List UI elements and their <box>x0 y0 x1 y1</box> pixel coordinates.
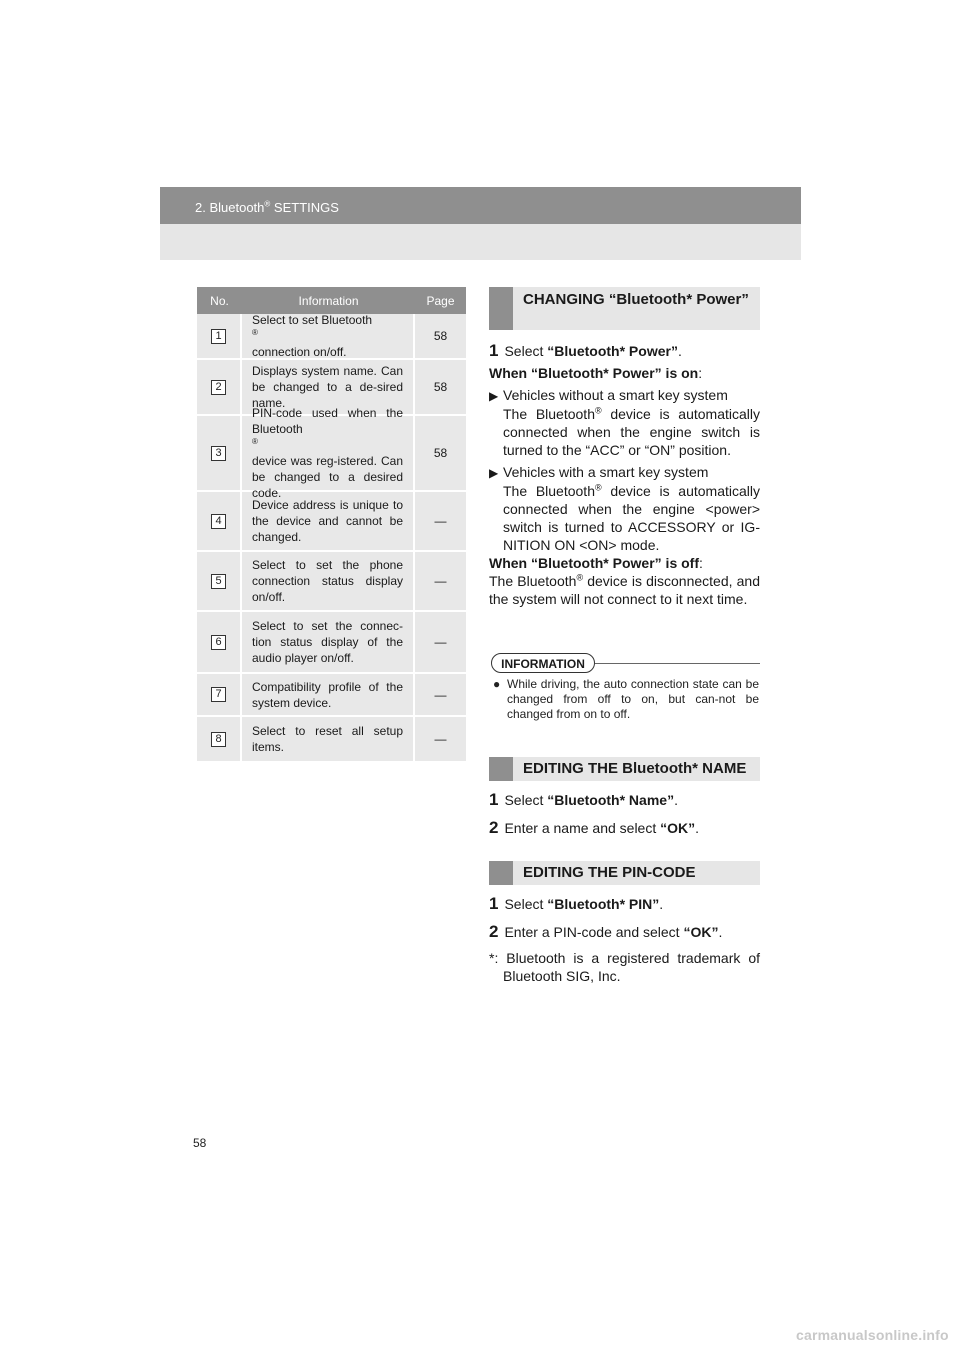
information-rule <box>595 663 760 664</box>
when-off-label: When “Bluetooth* Power” is off: <box>489 555 703 571</box>
power-step-1: 1 Select “Bluetooth* Power”. <box>489 341 682 360</box>
header-page: Page <box>426 293 455 308</box>
row-number: 6 <box>211 635 226 650</box>
when-off-text: The Bluetooth® device is disconnected, and the system will not connect to it next time. <box>489 572 761 607</box>
row-info: Select to set the connec-tion status display of the audio player on/off. <box>242 612 415 672</box>
row-page: 58 <box>433 380 448 394</box>
pin-section-body <box>489 895 760 985</box>
row-info: Select to reset all setup items. <box>242 717 415 761</box>
row-info: Displays system name. Can be changed to a de-sired name. <box>242 360 415 414</box>
info-table <box>197 287 466 761</box>
row-info: Compatibility profile of the system device. <box>242 674 415 715</box>
table-row <box>197 406 466 500</box>
table-row <box>197 552 466 612</box>
row-info: Device address is unique to the device and cannot be changed. <box>242 492 415 550</box>
watermark: carmanualsonline.info <box>796 1327 949 1343</box>
pin-step-1: 1 Select “Bluetooth* PIN”. <box>489 894 664 913</box>
table-row <box>197 717 466 761</box>
header-no: No. <box>210 293 229 308</box>
table-row <box>197 492 466 552</box>
row-info: Select to set Bluetooth ® connection on/off. <box>242 314 415 358</box>
when-on-label: When “Bluetooth* Power” is on: <box>489 365 703 381</box>
section-header-bar <box>160 187 801 224</box>
page-number: 58 <box>193 1136 207 1150</box>
row-page: — <box>434 574 447 588</box>
table-row <box>197 314 466 360</box>
pin-section-heading: EDITING THE PIN-CODE <box>489 861 760 885</box>
pin-step-2: 2 Enter a PIN-code and select “OK”. <box>489 922 723 941</box>
row-number: 2 <box>211 380 226 395</box>
row-page: — <box>434 687 447 702</box>
bullet-without-smart-key: ▶ Vehicles without a smart key system The Bluetooth® device is automatically connected when the engine switch is turned to the “ACC” or “ON” position. <box>489 387 761 458</box>
footnote: *: Bluetooth is a registered trademark of Bluetooth SIG, Inc. <box>489 950 760 984</box>
row-info: Select to set the phone connection status display on/off. <box>242 552 415 610</box>
row-number: 7 <box>211 687 226 702</box>
power-section-body <box>489 342 760 608</box>
row-number: 5 <box>211 574 226 589</box>
name-step-1: 1 Select “Bluetooth* Name”. <box>489 790 678 809</box>
row-page: 58 <box>433 446 448 460</box>
row-info: PIN-code used when the Bluetooth ® device was reg-istered. Can be changed to a desired code. <box>242 416 415 490</box>
information-text: ● While driving, the auto connection state can be changed from off to on, but can-not be changed from on to off. <box>493 677 759 721</box>
triangle-bullet-icon: ▶ <box>489 389 499 403</box>
row-page: — <box>434 514 447 528</box>
row-page: — <box>434 732 447 746</box>
triangle-bullet-icon: ▶ <box>489 466 499 480</box>
row-page: 58 <box>433 329 448 343</box>
table-row <box>197 612 466 674</box>
section-header-band <box>160 187 801 260</box>
table-row <box>197 674 466 717</box>
row-number: 4 <box>211 514 226 529</box>
name-section-body <box>489 791 760 837</box>
information-badge: INFORMATION <box>491 653 595 673</box>
row-number: 8 <box>211 732 226 747</box>
section-title: 2. Bluetooth® SETTINGS <box>195 199 339 215</box>
bullet-icon: ● <box>493 677 501 691</box>
header-information: Information <box>298 293 359 308</box>
row-number: 3 <box>211 446 226 461</box>
name-section-heading: EDITING THE Bluetooth* NAME <box>489 757 760 781</box>
table-header <box>197 287 466 314</box>
row-number: 1 <box>211 329 226 344</box>
name-step-2: 2 Enter a name and select “OK”. <box>489 818 700 837</box>
power-section-heading: CHANGING “Bluetooth* Power” <box>489 287 760 330</box>
row-page: — <box>434 635 447 649</box>
bullet-with-smart-key: ▶ Vehicles with a smart key system The Bluetooth® device is automatically connected when the engine <power> switch is turned to ACCESSORY or IG-NITION ON <ON> mode. <box>489 464 761 553</box>
